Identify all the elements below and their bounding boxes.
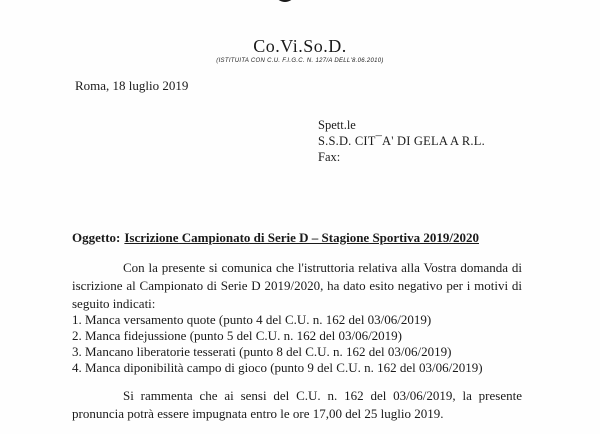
subject-text: Iscrizione Campionato di Serie D – Stagione Sportiva 2019/2020 — [124, 230, 479, 245]
recipient-fax: Fax: — [318, 150, 341, 164]
subject-line — [72, 230, 479, 246]
paragraph-intro: Con la presente si comunica che l'istruttoria relativa alla Vostra domanda di iscrizione al Campionato di Serie D 2019/2020, ha dato esito negativo per i motivi di seguito indicati: — [72, 260, 522, 311]
list-item: 3. Mancano liberatorie tesserati (punto 8 del C.U. n. 162 del 03/06/2019) — [72, 344, 452, 359]
paragraph-appeal: Si rammenta che ai sensi del C.U. n. 162 del 03/06/2019, la presente pronuncia potrà essere impugnata entro le ore 17,00 del 25 luglio 2019. — [72, 388, 522, 421]
org-name: Co.Vi.So.D. — [253, 36, 347, 56]
date-line: Roma, 18 luglio 2019 — [75, 78, 189, 93]
list-item: 2. Manca fidejussione (punto 5 del C.U. n. 162 del 03/06/2019) — [72, 328, 403, 343]
crest-icon — [268, 0, 302, 10]
reasons-list — [72, 312, 483, 376]
list-item: 4. Manca diponibilità campo di gioco (punto 9 del C.U. n. 162 del 03/06/2019) — [72, 360, 483, 375]
org-subtitle: (ISTITUITA CON C.U. F.I.G.C. N. 127/A DELL'8.06.2010) — [216, 58, 384, 64]
recipient-name: S.S.D. CIT¯A' DI GELA A R.L. — [318, 134, 485, 148]
subject-label: Oggetto: — [72, 230, 121, 245]
list-item: 1. Manca versamento quote (punto 4 del C.U. n. 162 del 03/06/2019) — [72, 312, 432, 327]
recipient-salutation: Spett.le — [318, 118, 356, 132]
